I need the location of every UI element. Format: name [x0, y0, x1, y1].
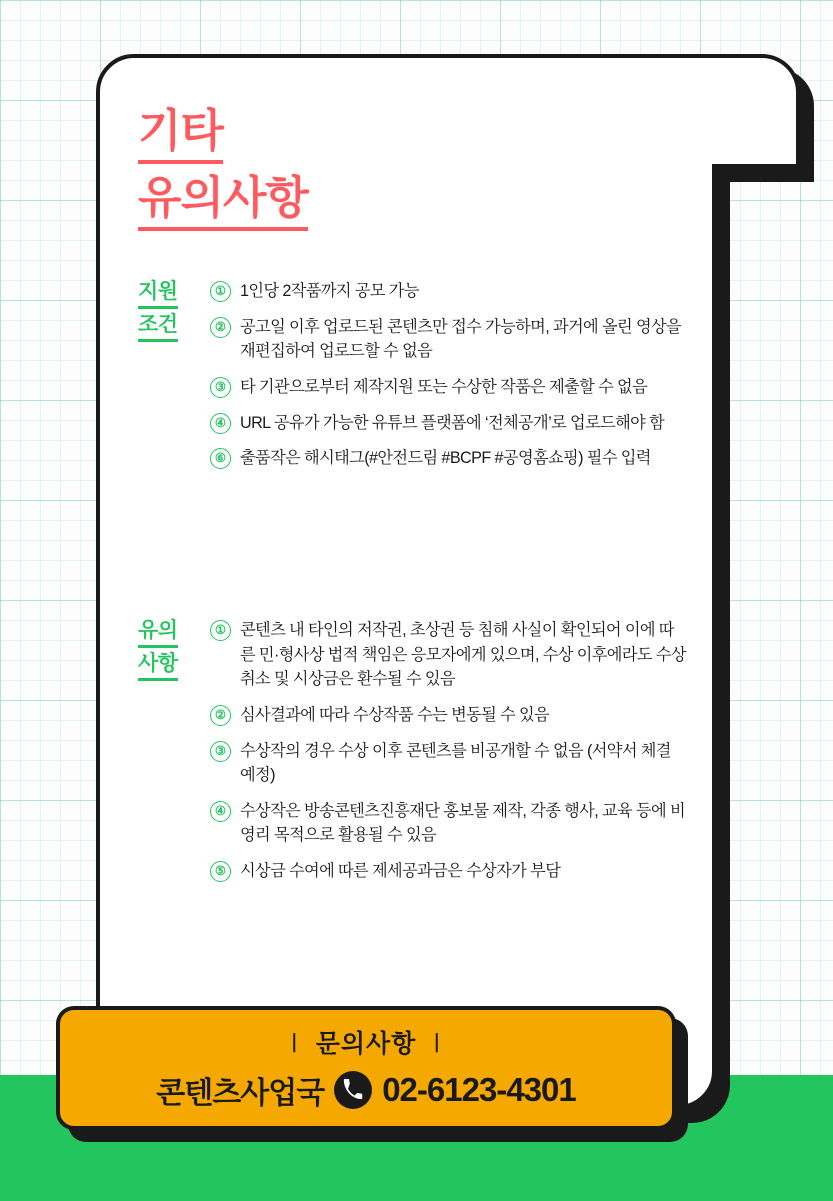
item-number: ④ [210, 413, 231, 434]
item-number: ③ [210, 377, 231, 398]
section-support-conditions [138, 279, 686, 482]
item-number: ③ [210, 741, 231, 762]
item-text: 시상금 수여에 따른 제세공과금은 수상자가 부담 [240, 862, 561, 880]
item-number: ⑤ [210, 861, 231, 882]
contact-department: 콘텐츠사업국 [156, 1077, 325, 1110]
list-item [210, 279, 686, 304]
item-number: ⑥ [210, 448, 231, 469]
item-number: ② [210, 705, 231, 726]
list-item [210, 411, 686, 436]
section-heading-line-2: 조건 [138, 312, 178, 342]
item-text: 수상작은 방송콘텐츠진흥재단 홍보물 제작, 각종 행사, 교육 등에 비영리 목적으로 활용될 수 있음 [240, 801, 685, 845]
contact-footer [56, 1006, 676, 1130]
item-number: ② [210, 317, 231, 338]
list-item [210, 739, 686, 788]
section-item-list [210, 279, 686, 471]
section-heading-line-2: 사항 [138, 651, 178, 681]
list-item [210, 703, 686, 728]
section-item-list [210, 618, 686, 884]
section-heading-line-1: 지원 [138, 279, 178, 309]
corner-tab [712, 54, 800, 168]
item-text: 1인당 2작품까지 공모 가능 [240, 282, 419, 300]
contact-details [60, 1068, 672, 1112]
item-text: 출품작은 해시태그(#안전드림 #BCPF #공영홈쇼핑) 필수 입력 [240, 449, 651, 468]
item-text: 타 기관으로부터 제작지원 또는 수상한 작품은 제출할 수 없음 [240, 377, 648, 396]
list-item [210, 315, 686, 364]
section-heading [138, 618, 202, 684]
page-title [138, 104, 558, 238]
item-text: 심사결과에 따라 수상작품 수는 변동될 수 있음 [240, 705, 550, 724]
page-title-line-1: 기타 [138, 104, 223, 164]
corner-seam-cover [708, 58, 718, 164]
item-text: 공고일 이후 업로드된 콘텐츠만 접수 가능하며, 과거에 올린 영상을 재편집하여 업로드할 수 없음 [240, 317, 682, 361]
phone-icon [334, 1071, 372, 1109]
page-title-line-2: 유의사항 [138, 171, 308, 231]
list-item [210, 446, 686, 471]
list-item [210, 618, 686, 692]
contact-phone-number: 02-6123-4301 [382, 1071, 576, 1108]
section-heading-line-1: 유의 [138, 618, 178, 648]
item-text: URL 공유가 가능한 유튜브 플랫폼에 ‘전체공개’로 업로드해야 함 [240, 413, 665, 432]
item-text: 수상작의 경우 수상 이후 콘텐츠를 비공개할 수 없음 (서약서 체결 예정) [240, 741, 671, 785]
section-heading [138, 279, 202, 345]
item-number: ① [210, 281, 231, 302]
item-number: ④ [210, 801, 231, 822]
list-item [210, 799, 686, 848]
item-text: 콘텐츠 내 타인의 저작권, 초상권 등 침해 사실이 확인되어 이에 따른 민·형사상 법적 책임은 응모자에게 있으며, 수상 이후에라도 수상 취소 및 시상금은 환수될 수 있음 [240, 621, 686, 689]
list-item [210, 859, 686, 884]
contact-heading: ∣ 문의사항 ∣ [281, 1030, 451, 1058]
list-item [210, 375, 686, 400]
item-number: ① [210, 620, 231, 641]
section-notices [138, 618, 686, 895]
